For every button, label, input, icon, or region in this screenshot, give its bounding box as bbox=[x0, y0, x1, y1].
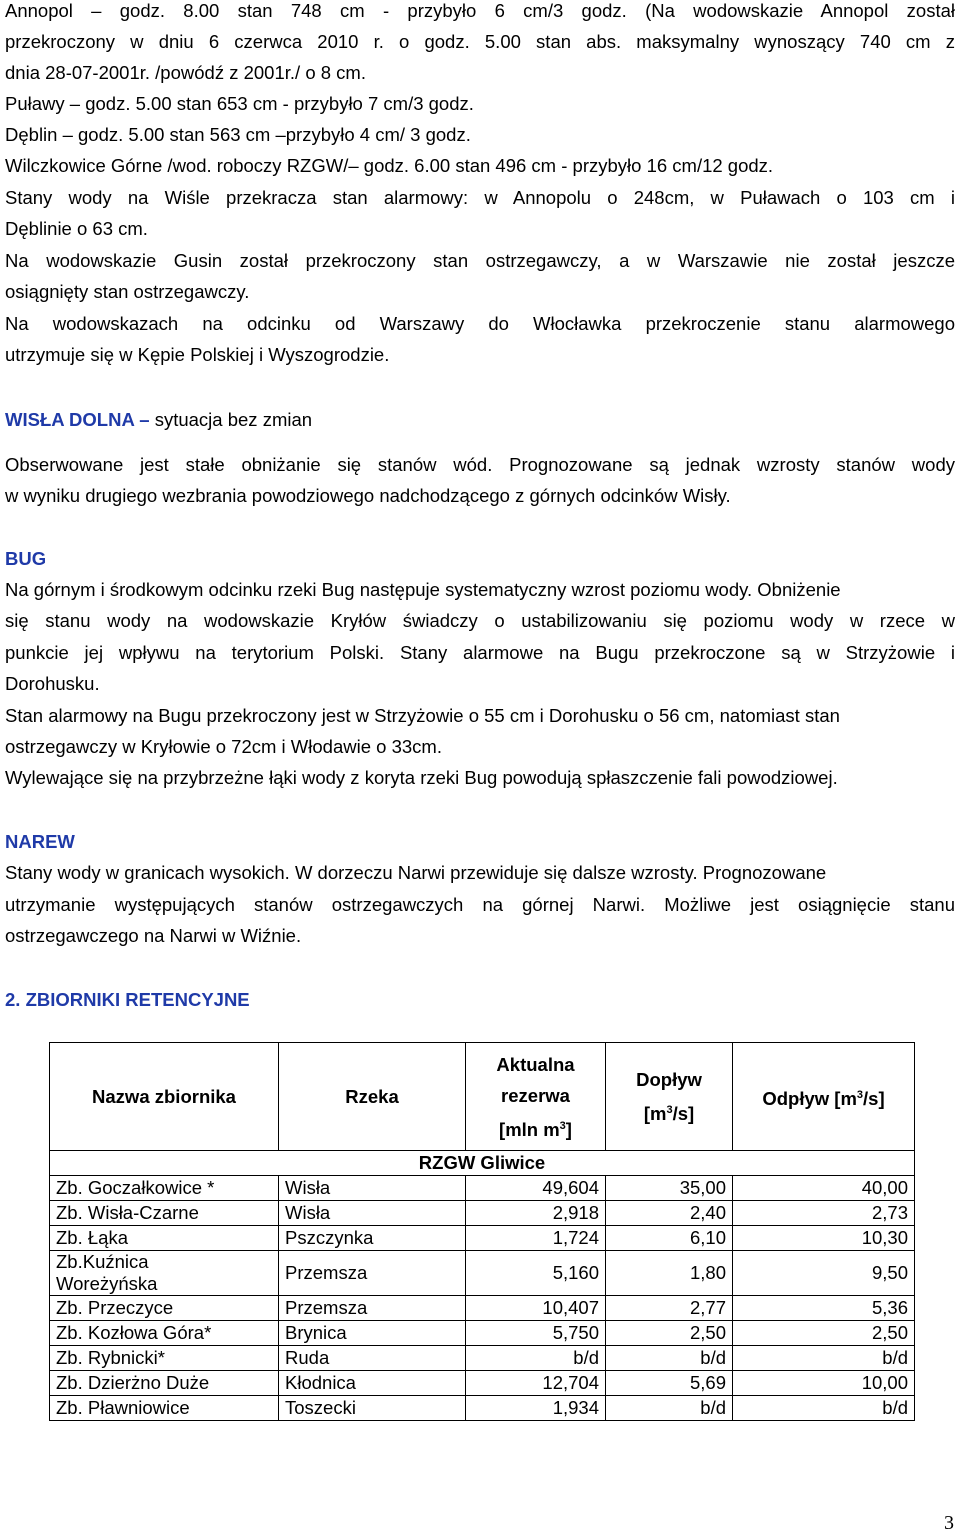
cell-reserve: 12,704 bbox=[466, 1371, 606, 1396]
cell-river: Przemsza bbox=[279, 1251, 466, 1296]
cell-inflow: 35,00 bbox=[606, 1176, 733, 1201]
reservoirs-table bbox=[49, 1042, 915, 1421]
page-number: 3 bbox=[944, 1512, 954, 1534]
cell-inflow: 1,80 bbox=[606, 1251, 733, 1296]
paragraph-line: Dęblinie o 63 cm. bbox=[5, 218, 148, 239]
cell-inflow: 5,69 bbox=[606, 1371, 733, 1396]
cell-river: Wisła bbox=[279, 1176, 466, 1201]
paragraph-line: Wilczkowice Górne /wod. roboczy RZGW/– godz. 6.00 stan 496 cm - przybyło 16 cm/12 godz. bbox=[5, 155, 774, 176]
paragraph-line: dnia 28-07-2001r. /powódź z 2001r./ o 8 cm. bbox=[5, 62, 366, 83]
paragraph-line: Na wodowskazach na odcinku od Warszawy do Włocławka przekroczenie stanu alarmowego bbox=[5, 313, 955, 334]
table-row bbox=[50, 1396, 915, 1421]
paragraph-line: Puławy – godz. 5.00 stan 653 cm - przybyło 7 cm/3 godz. bbox=[5, 93, 474, 114]
cell-river: Wisła bbox=[279, 1201, 466, 1226]
col-header-reserve: Aktualna rezerwa [mln $m^3$] bbox=[466, 1043, 606, 1151]
cell-outflow: 2,50 bbox=[733, 1321, 915, 1346]
paragraph-line: się stanu wody na wodowskazie Kryłów świadczy o ustabilizowaniu się poziomu wody w rzece w bbox=[5, 610, 955, 631]
cell-inflow: b/d bbox=[606, 1346, 733, 1371]
table-row bbox=[50, 1176, 915, 1201]
paragraph-line: Na wodowskazie Gusin został przekroczony stan ostrzegawczy, a w Warszawie nie został jeszcze bbox=[5, 250, 955, 271]
cell-name: Zb. Rybnicki* bbox=[50, 1346, 279, 1371]
section-heading-wisla-dolna bbox=[5, 409, 955, 431]
cell-outflow: b/d bbox=[733, 1396, 915, 1421]
cell-outflow: 2,73 bbox=[733, 1201, 915, 1226]
table-region-row bbox=[50, 1151, 915, 1176]
paragraph-line: Obserwowane jest stałe obniżanie się stanów wód. Prognozowane są jednak wzrosty stanów wody bbox=[5, 454, 955, 475]
section-heading-reservoirs: 2. ZBIORNIKI RETENCYJNE bbox=[5, 989, 250, 1010]
cell-reserve: 5,750 bbox=[466, 1321, 606, 1346]
cell-river: Brynica bbox=[279, 1321, 466, 1346]
cell-reserve: 49,604 bbox=[466, 1176, 606, 1201]
cell-inflow: b/d bbox=[606, 1396, 733, 1421]
cell-name: Zb. Dzierżno Duże bbox=[50, 1371, 279, 1396]
cell-outflow: b/d bbox=[733, 1346, 915, 1371]
col-header-outflow: Odpływ $[m^3/s]$ bbox=[733, 1043, 915, 1151]
cell-name: Zb. Łąka bbox=[50, 1226, 279, 1251]
table-row bbox=[50, 1226, 915, 1251]
col-header-inflow: Dopływ $[m^3/s]$ bbox=[606, 1043, 733, 1151]
cell-inflow: 2,77 bbox=[606, 1296, 733, 1321]
cell-reserve: 10,407 bbox=[466, 1296, 606, 1321]
cell-name: Zb. Kozłowa Góra* bbox=[50, 1321, 279, 1346]
paragraph-line: Na górnym i środkowym odcinku rzeki Bug następuje systematyczny wzrost poziomu wody. Obniżenie bbox=[5, 579, 841, 600]
table-row bbox=[50, 1251, 915, 1296]
cell-inflow: 6,10 bbox=[606, 1226, 733, 1251]
table-row bbox=[50, 1371, 915, 1396]
table-row bbox=[50, 1296, 915, 1321]
heading-status: sytuacja bez zmian bbox=[154, 409, 313, 430]
cell-outflow: 10,30 bbox=[733, 1226, 915, 1251]
section-heading-narew: NAREW bbox=[5, 831, 75, 852]
cell-river: Ruda bbox=[279, 1346, 466, 1371]
paragraph-line: Dorohusku. bbox=[5, 673, 100, 694]
paragraph-line: Wylewające się na przybrzeżne łąki wody z koryta rzeki Bug powodują spłaszczenie fali powodziowej. bbox=[5, 767, 838, 788]
cell-outflow: 40,00 bbox=[733, 1176, 915, 1201]
cell-river: Przemsza bbox=[279, 1296, 466, 1321]
cell-name: Zb.Kuźnica Woreżyńska bbox=[50, 1251, 279, 1296]
paragraph-line: punkcie jej wpływu na terytorium Polski. Stany alarmowe na Bugu przekroczone są w Strzyżowie i bbox=[5, 642, 955, 663]
paragraph-line: utrzymanie występujących stanów ostrzegawczych na górnej Narwi. Możliwe jest osiągnięcie stanu bbox=[5, 894, 955, 915]
cell-river: Toszecki bbox=[279, 1396, 466, 1421]
paragraph-line: Stany wody na Wiśle przekracza stan alarmowy: w Annopolu o 248cm, w Puławach o 103 cm i bbox=[5, 187, 955, 208]
cell-river: Kłodnica bbox=[279, 1371, 466, 1396]
cell-inflow: 2,50 bbox=[606, 1321, 733, 1346]
table-row bbox=[50, 1321, 915, 1346]
table-row bbox=[50, 1201, 915, 1226]
cell-name: Zb. Goczałkowice * bbox=[50, 1176, 279, 1201]
col-header-name: Nazwa zbiornika bbox=[50, 1043, 279, 1151]
paragraph-line: w wyniku drugiego wezbrania powodziowego nadchodzącego z górnych odcinków Wisły. bbox=[5, 485, 731, 506]
cell-outflow: 9,50 bbox=[733, 1251, 915, 1296]
paragraph-line: przekroczony w dniu 6 czerwca 2010 r. o godz. 5.00 stan abs. maksymalny wynoszący 740 cm z bbox=[5, 31, 955, 52]
paragraph-line: ostrzegawczego na Narwi w Wiźnie. bbox=[5, 925, 302, 946]
cell-outflow: 10,00 bbox=[733, 1371, 915, 1396]
paragraph-line: Annopol – godz. 8.00 stan 748 cm - przybyło 6 cm/3 godz. (Na wodowskazie Annopol został bbox=[5, 0, 955, 21]
paragraph-line: osiągnięty stan ostrzegawczy. bbox=[5, 281, 250, 302]
paragraph-line: Dęblin – godz. 5.00 stan 563 cm –przybyło 4 cm/ 3 godz. bbox=[5, 124, 471, 145]
table-header-row bbox=[50, 1043, 915, 1151]
paragraph-line: Stany wody w granicach wysokich. W dorzeczu Narwi przewiduje się dalsze wzrosty. Prognozowane bbox=[5, 862, 827, 883]
cell-inflow: 2,40 bbox=[606, 1201, 733, 1226]
paragraph-line: Stan alarmowy na Bugu przekroczony jest w Strzyżowie o 55 cm i Dorohusku o 56 cm, natomiast stan bbox=[5, 705, 840, 726]
section-heading-bug: BUG bbox=[5, 548, 47, 569]
cell-reserve: 1,934 bbox=[466, 1396, 606, 1421]
paragraph-line: utrzymuje się w Kępie Polskiej i Wyszogrodzie. bbox=[5, 344, 390, 365]
cell-name: Zb. Pławniowice bbox=[50, 1396, 279, 1421]
heading-label: WISŁA DOLNA – bbox=[5, 409, 150, 430]
cell-reserve: b/d bbox=[466, 1346, 606, 1371]
col-header-river: Rzeka bbox=[279, 1043, 466, 1151]
cell-name: Zb. Przeczyce bbox=[50, 1296, 279, 1321]
cell-reserve: 2,918 bbox=[466, 1201, 606, 1226]
cell-river: Pszczynka bbox=[279, 1226, 466, 1251]
cell-reserve: 5,160 bbox=[466, 1251, 606, 1296]
cell-name: Zb. Wisła-Czarne bbox=[50, 1201, 279, 1226]
paragraph-line: ostrzegawczy w Kryłowie o 72cm i Włodawie o 33cm. bbox=[5, 736, 442, 757]
cell-reserve: 1,724 bbox=[466, 1226, 606, 1251]
region-label: RZGW Gliwice bbox=[50, 1151, 915, 1176]
table-row bbox=[50, 1346, 915, 1371]
cell-outflow: 5,36 bbox=[733, 1296, 915, 1321]
